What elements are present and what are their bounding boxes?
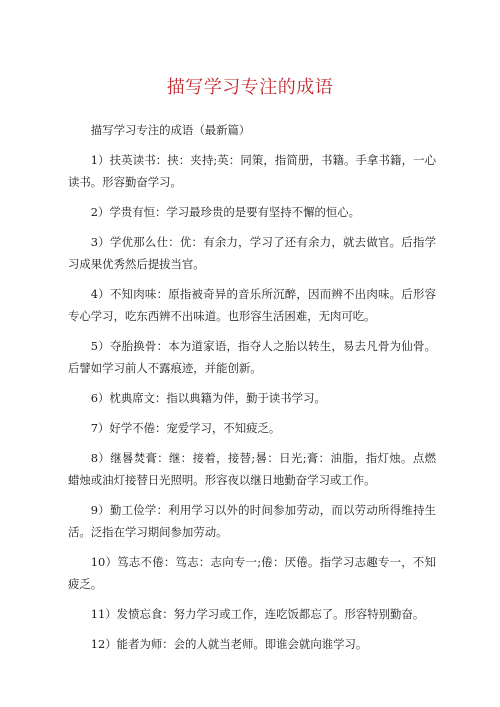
idiom-entry: 9）勤工俭学：利用学习以外的时间参加劳动，而以劳动所得维持生活。泛指在学习期间参加劳动。 bbox=[68, 503, 436, 539]
idiom-entry: 12）能者为师：会的人就当老师。即谁会就向谁学习。 bbox=[90, 637, 368, 651]
subtitle: 描写学习专注的成语（最新篇） bbox=[90, 123, 251, 137]
idiom-entry: 7）好学不倦：宠爱学习，不知疲乏。 bbox=[90, 421, 281, 435]
idiom-entry: 6）枕典席文：指以典籍为伴，勤于读书学习。 bbox=[90, 391, 326, 405]
idiom-entry: 3）学优那么仕：优：有余力，学习了还有余力，就去做官。后指学习成果优秀然后提拔当官。 bbox=[68, 235, 436, 271]
idiom-entry: 2）学贵有恒：学习最珍贵的是要有坚持不懈的恒心。 bbox=[90, 205, 361, 219]
page-title: 描写学习专注的成语 bbox=[166, 77, 334, 98]
idiom-entry: 8）继晷焚膏：继：接着，接替;晷：日光;膏：油脂，指灯烛。点燃蜡烛或油灯接替日光照明。形容夜以继日地勤奋学习或工作。 bbox=[68, 451, 436, 487]
document-body bbox=[68, 119, 436, 663]
idiom-entry: 11）发愤忘食：努力学习或工作，连吃饭都忘了。形容特别勤奋。 bbox=[90, 607, 425, 621]
idiom-entry: 10）笃志不倦：笃志：志向专一;倦：厌倦。指学习志趣专一，不知疲乏。 bbox=[68, 555, 436, 591]
idiom-entry: 4）不知肉味：原指被奇异的音乐所沉醉，因而辨不出肉味。后形容专心学习，吃东西辨不出味道。也形容生活困难，无肉可吃。 bbox=[68, 287, 436, 323]
idiom-entry: 5）夺胎换骨：本为道家语，指夺人之胎以转生，易去凡骨为仙骨。后譬如学习前人不露痕迹，并能创新。 bbox=[68, 339, 436, 375]
idiom-entry: 1）扶英读书：挟：夹持;英：同策，指简册，书籍。手拿书籍，一心读书。形容勤奋学习。 bbox=[68, 153, 436, 189]
